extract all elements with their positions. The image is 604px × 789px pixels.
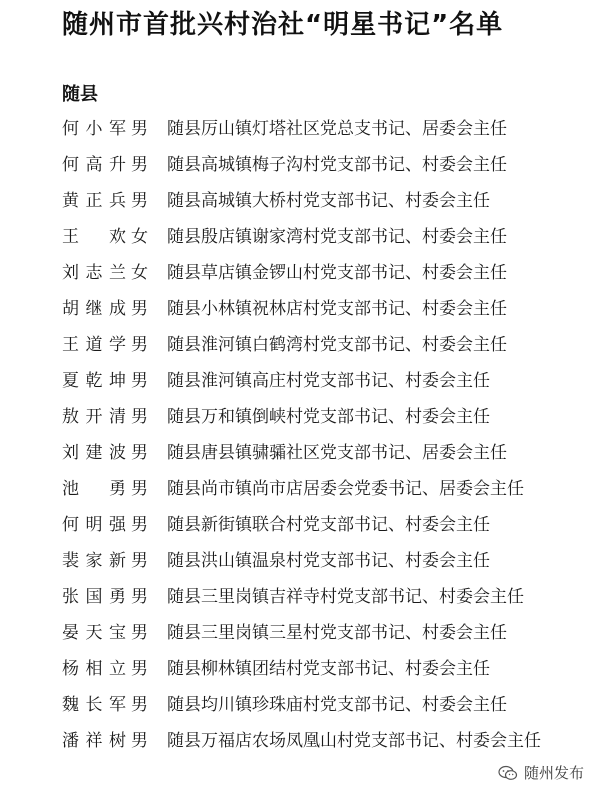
person-post: 随县草店镇金锣山村党支部书记、村委会主任	[167, 263, 507, 283]
document-title: 随州市首批兴村治社“明星书记”名单	[62, 10, 504, 40]
person-post: 随县厉山镇灯塔社区党总支书记、居委会主任	[167, 119, 507, 139]
person-gender: 男	[131, 191, 148, 211]
person-gender: 男	[131, 659, 148, 679]
roster-row	[0, 258, 604, 294]
roster-row	[0, 402, 604, 438]
roster-row	[0, 186, 604, 222]
person-post: 随县殷店镇谢家湾村党支部书记、村委会主任	[167, 227, 507, 247]
person-name: 刘建波	[62, 443, 126, 463]
roster-row	[0, 330, 604, 366]
person-gender: 男	[131, 371, 148, 391]
person-post: 随县均川镇珍珠庙村党支部书记、村委会主任	[167, 695, 507, 715]
person-name: 何高升	[62, 155, 126, 175]
person-post: 随县万福店农场凤凰山村党支部书记、村委会主任	[167, 731, 541, 751]
roster-row	[0, 150, 604, 186]
roster-row	[0, 582, 604, 618]
person-name: 刘志兰	[62, 263, 126, 283]
person-name: 潘祥树	[62, 731, 126, 751]
person-post: 随县万和镇倒峡村党支部书记、村委会主任	[167, 407, 490, 427]
person-gender: 男	[131, 479, 148, 499]
roster-row	[0, 114, 604, 150]
section-heading: 随县	[62, 84, 98, 105]
person-name: 敖开清	[62, 407, 126, 427]
watermark	[498, 762, 584, 783]
person-name: 王道学	[62, 335, 126, 355]
person-name: 王欢	[62, 227, 126, 247]
person-post: 随县高城镇大桥村党支部书记、村委会主任	[167, 191, 490, 211]
roster-row	[0, 222, 604, 258]
person-name: 杨相立	[62, 659, 126, 679]
person-gender: 男	[131, 299, 148, 319]
roster-row	[0, 474, 604, 510]
person-post: 随县新街镇联合村党支部书记、村委会主任	[167, 515, 490, 535]
person-gender: 男	[131, 515, 148, 535]
person-post: 随县洪山镇温泉村党支部书记、村委会主任	[167, 551, 490, 571]
person-gender: 男	[131, 155, 148, 175]
person-gender: 男	[131, 443, 148, 463]
person-post: 随县柳林镇团结村党支部书记、村委会主任	[167, 659, 490, 679]
roster-row	[0, 726, 604, 762]
person-name: 何小军	[62, 119, 126, 139]
person-post: 随县三里岗镇吉祥寺村党支部书记、村委会主任	[167, 587, 524, 607]
person-gender: 男	[131, 551, 148, 571]
person-gender: 男	[131, 731, 148, 751]
person-name: 池勇	[62, 479, 126, 499]
person-post: 随县高城镇梅子沟村党支部书记、村委会主任	[167, 155, 507, 175]
person-gender: 男	[131, 695, 148, 715]
person-name: 何明强	[62, 515, 126, 535]
roster-row	[0, 438, 604, 474]
person-post: 随县尚市镇尚市店居委会党委书记、居委会主任	[167, 479, 524, 499]
person-post: 随县三里岗镇三星村党支部书记、村委会主任	[167, 623, 507, 643]
wechat-icon	[498, 765, 518, 781]
roster-list	[0, 114, 604, 762]
person-gender: 男	[131, 407, 148, 427]
watermark-text: 随州发布	[523, 764, 584, 782]
roster-row	[0, 294, 604, 330]
person-post: 随县唐县镇骕骦社区党支部书记、居委会主任	[167, 443, 507, 463]
person-name: 晏天宝	[62, 623, 126, 643]
person-gender: 女	[131, 263, 148, 283]
person-name: 黄正兵	[62, 191, 126, 211]
roster-row	[0, 690, 604, 726]
roster-row	[0, 510, 604, 546]
person-name: 魏长军	[62, 695, 126, 715]
person-gender: 男	[131, 119, 148, 139]
person-name: 裴家新	[62, 551, 126, 571]
person-gender: 女	[131, 227, 148, 247]
roster-row	[0, 366, 604, 402]
roster-row	[0, 618, 604, 654]
person-name: 夏乾坤	[62, 371, 126, 391]
person-name: 张国勇	[62, 587, 126, 607]
person-post: 随县小林镇祝林店村党支部书记、村委会主任	[167, 299, 507, 319]
roster-row	[0, 546, 604, 582]
person-post: 随县淮河镇高庄村党支部书记、村委会主任	[167, 371, 490, 391]
person-gender: 男	[131, 623, 148, 643]
person-post: 随县淮河镇白鹤湾村党支部书记、村委会主任	[167, 335, 507, 355]
roster-row	[0, 654, 604, 690]
person-name: 胡继成	[62, 299, 126, 319]
person-gender: 男	[131, 335, 148, 355]
person-gender: 男	[131, 587, 148, 607]
